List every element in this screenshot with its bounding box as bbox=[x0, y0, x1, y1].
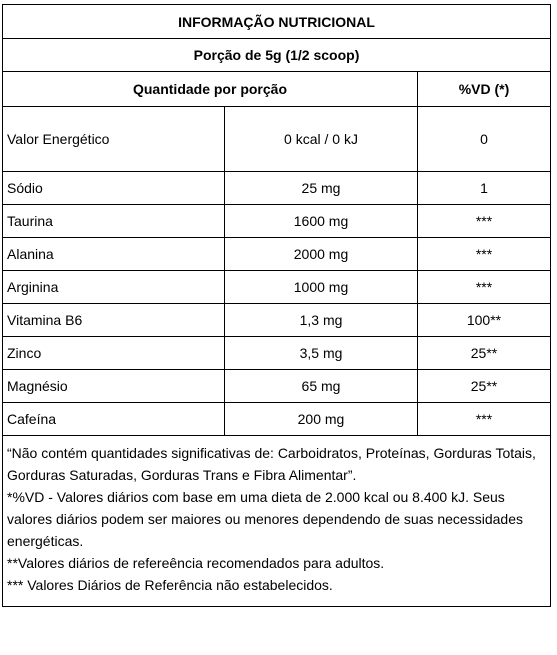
footnote: *%VD - Valores diários com base em uma dieta de 2.000 kcal ou 8.400 kJ. Seus valores diários podem ser maiores ou menores dependendo de suas necessidades energéticas. bbox=[7, 489, 523, 549]
nutrient-name: Zinco bbox=[3, 337, 225, 369]
table-row bbox=[3, 370, 550, 403]
nutrient-amount: 2000 mg bbox=[225, 238, 418, 270]
nutrient-name: Sódio bbox=[3, 172, 225, 204]
nutrient-amount: 3,5 mg bbox=[225, 337, 418, 369]
nutrient-amount: 25 mg bbox=[225, 172, 418, 204]
footnote: **Valores diários de refereência recomendados para adultos. bbox=[7, 555, 385, 571]
nutrient-vd: *** bbox=[475, 411, 493, 427]
nutrient-vd: 0 bbox=[480, 131, 488, 147]
nutrient-amount: 1000 mg bbox=[225, 271, 418, 303]
nutrient-name: Vitamina B6 bbox=[3, 304, 225, 336]
nutrient-vd: 25** bbox=[470, 378, 498, 394]
nutrient-name: Cafeína bbox=[3, 403, 225, 435]
nutrient-vd: 1 bbox=[480, 180, 488, 196]
table-row bbox=[3, 337, 550, 370]
table-row bbox=[3, 403, 550, 436]
nutrient-name: Taurina bbox=[3, 205, 225, 237]
nutrient-vd: *** bbox=[475, 279, 493, 295]
footnotes bbox=[3, 436, 550, 606]
nutrient-amount: 0 kcal / 0 kJ bbox=[225, 107, 418, 171]
nutrition-facts-table bbox=[2, 4, 551, 607]
footnote: *** Valores Diários de Referência não estabelecidos. bbox=[7, 577, 333, 593]
nutrient-vd: *** bbox=[475, 213, 493, 229]
table-title: INFORMAÇÃO NUTRICIONAL bbox=[3, 5, 550, 39]
nutrient-amount: 200 mg bbox=[225, 403, 418, 435]
nutrient-amount: 65 mg bbox=[225, 370, 418, 402]
nutrient-name: Valor Energético bbox=[3, 107, 225, 171]
table-row bbox=[3, 304, 550, 337]
nutrient-amount: 1,3 mg bbox=[225, 304, 418, 336]
table-row bbox=[3, 172, 550, 205]
table-row bbox=[3, 238, 550, 271]
footnote: “Não contém quantidades significativas de: Carboidratos, Proteínas, Gorduras Totais, Gorduras Saturadas, Gorduras Trans e Fibra Alimentar”. bbox=[7, 445, 536, 483]
nutrient-name: Alanina bbox=[3, 238, 225, 270]
nutrient-vd: 100** bbox=[466, 312, 502, 328]
nutrient-amount: 1600 mg bbox=[225, 205, 418, 237]
nutrient-vd: *** bbox=[475, 246, 493, 262]
nutrient-vd: 25** bbox=[470, 345, 498, 361]
portion-size: Porção de 5g (1/2 scoop) bbox=[3, 39, 550, 72]
vd-column-header: %VD (*) bbox=[458, 81, 510, 97]
quantity-column-header: Quantidade por porção bbox=[3, 72, 418, 106]
table-row bbox=[3, 107, 550, 172]
nutrient-name: Arginina bbox=[3, 271, 225, 303]
table-row bbox=[3, 205, 550, 238]
nutrient-name: Magnésio bbox=[3, 370, 225, 402]
table-row bbox=[3, 271, 550, 304]
column-header-row bbox=[3, 72, 550, 107]
